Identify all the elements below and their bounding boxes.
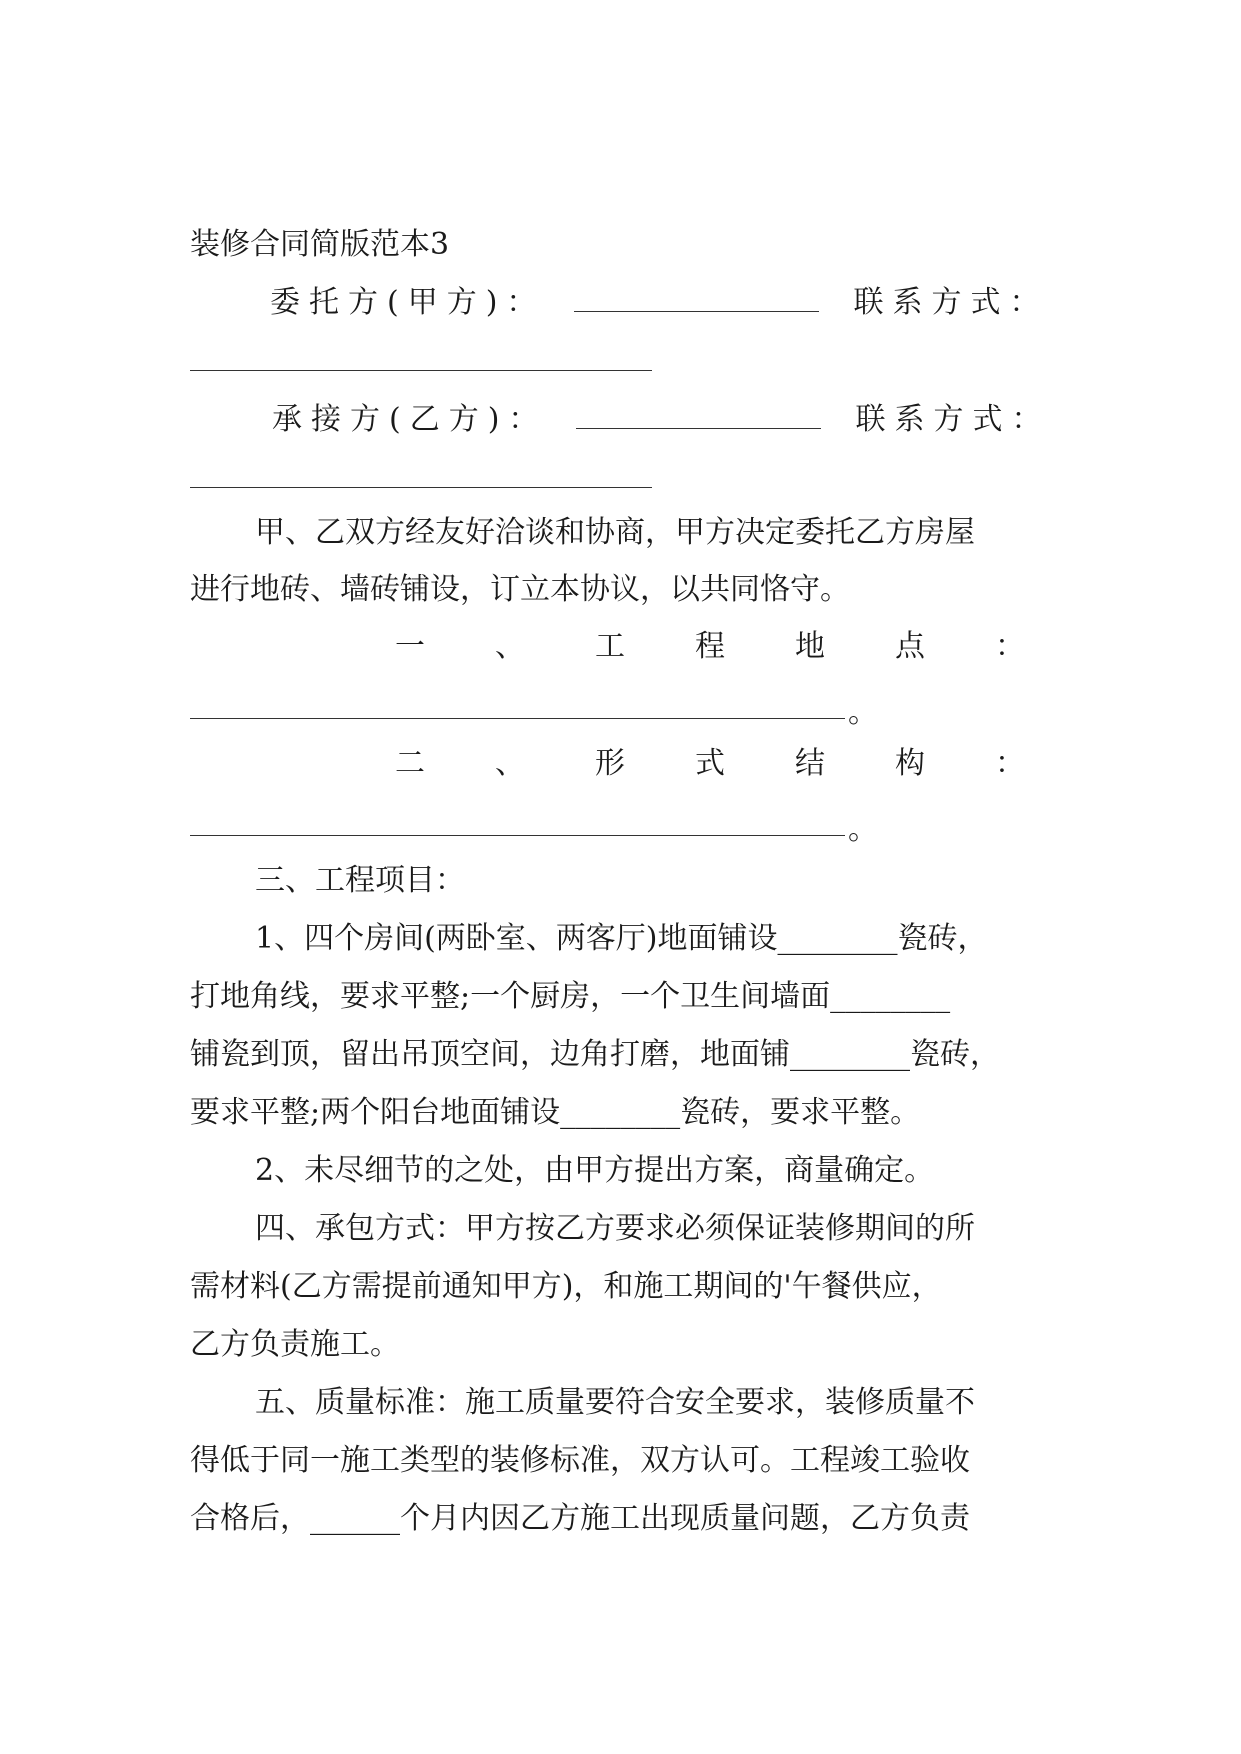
document-title: 装修合同简版范本3 (190, 227, 450, 262)
section-1-blank (190, 718, 845, 719)
item-1-line: 要求平整;两个阳台地面铺设________瓷砖，要求平整。 (190, 1095, 921, 1130)
section-2-heading (395, 744, 1025, 784)
section-1-period: 。 (848, 695, 878, 730)
section-2-char: 形 (595, 746, 625, 781)
intro-line-2: 进行地砖、墙砖铺设，订立本协议，以共同恪守。 (190, 572, 850, 607)
section-2-char: 构 (895, 746, 925, 781)
section-1-char: 工 (595, 629, 625, 664)
party-b-label: 承接方(乙方)： (272, 402, 548, 437)
party-a-name-blank (574, 285, 819, 312)
section-5-line: 五、质量标准：施工质量要符合安全要求，装修质量不 (255, 1385, 975, 1420)
section-1-char: ： (995, 629, 1025, 664)
item-1-line: 1、四个房间(两卧室、两客厅)地面铺设________瓷砖， (255, 921, 988, 956)
section-2-char: 式 (695, 746, 725, 781)
party-b-row (272, 400, 1060, 440)
intro-line-1: 甲、乙双方经友好洽谈和协商，甲方决定委托乙方房屋 (255, 515, 975, 550)
item-1-line: 打地角线，要求平整;一个厨房，一个卫生间墙面________ (190, 979, 951, 1014)
section-2-period: 。 (848, 812, 878, 847)
item-2-line: 2、未尽细节的之处，由甲方提出方案，商量确定。 (255, 1153, 935, 1188)
party-a-row (270, 283, 1060, 323)
party-a-contact-blank (190, 370, 652, 371)
section-1-char: 地 (795, 629, 825, 664)
party-a-contact-label: 联系方式： (853, 285, 1049, 320)
section-1-char: 程 (695, 629, 725, 664)
section-1-heading (395, 627, 1025, 667)
section-1-char: 一 (395, 629, 425, 664)
section-2-char: 结 (795, 746, 825, 781)
section-2-blank (190, 835, 845, 836)
party-b-name-blank (576, 402, 821, 429)
item-1-line: 铺瓷到顶，留出吊顶空间，边角打磨，地面铺________瓷砖， (190, 1037, 1000, 1072)
section-2-char: 、 (495, 746, 525, 781)
party-b-contact-label: 联系方式： (855, 402, 1051, 437)
party-b-contact-blank (190, 487, 652, 488)
party-a-label: 委托方(甲方)： (270, 285, 546, 320)
section-1-char: 、 (495, 629, 525, 664)
section-4-line: 乙方负责施工。 (190, 1327, 400, 1362)
section-1-char: 点 (895, 629, 925, 664)
section-2-char: 二 (395, 746, 425, 781)
section-3-heading: 三、工程项目： (255, 863, 465, 898)
section-4-line: 需材料(乙方需提前通知甲方)，和施工期间的'午餐供应， (190, 1269, 942, 1304)
section-4-line: 四、承包方式：甲方按乙方要求必须保证装修期间的所 (255, 1211, 975, 1246)
section-5-line: 得低于同一施工类型的装修标准，双方认可。工程竣工验收 (190, 1443, 970, 1478)
section-5-line: 合格后，______个月内因乙方施工出现质量问题，乙方负责 (190, 1501, 970, 1536)
section-2-char: ： (995, 746, 1025, 781)
